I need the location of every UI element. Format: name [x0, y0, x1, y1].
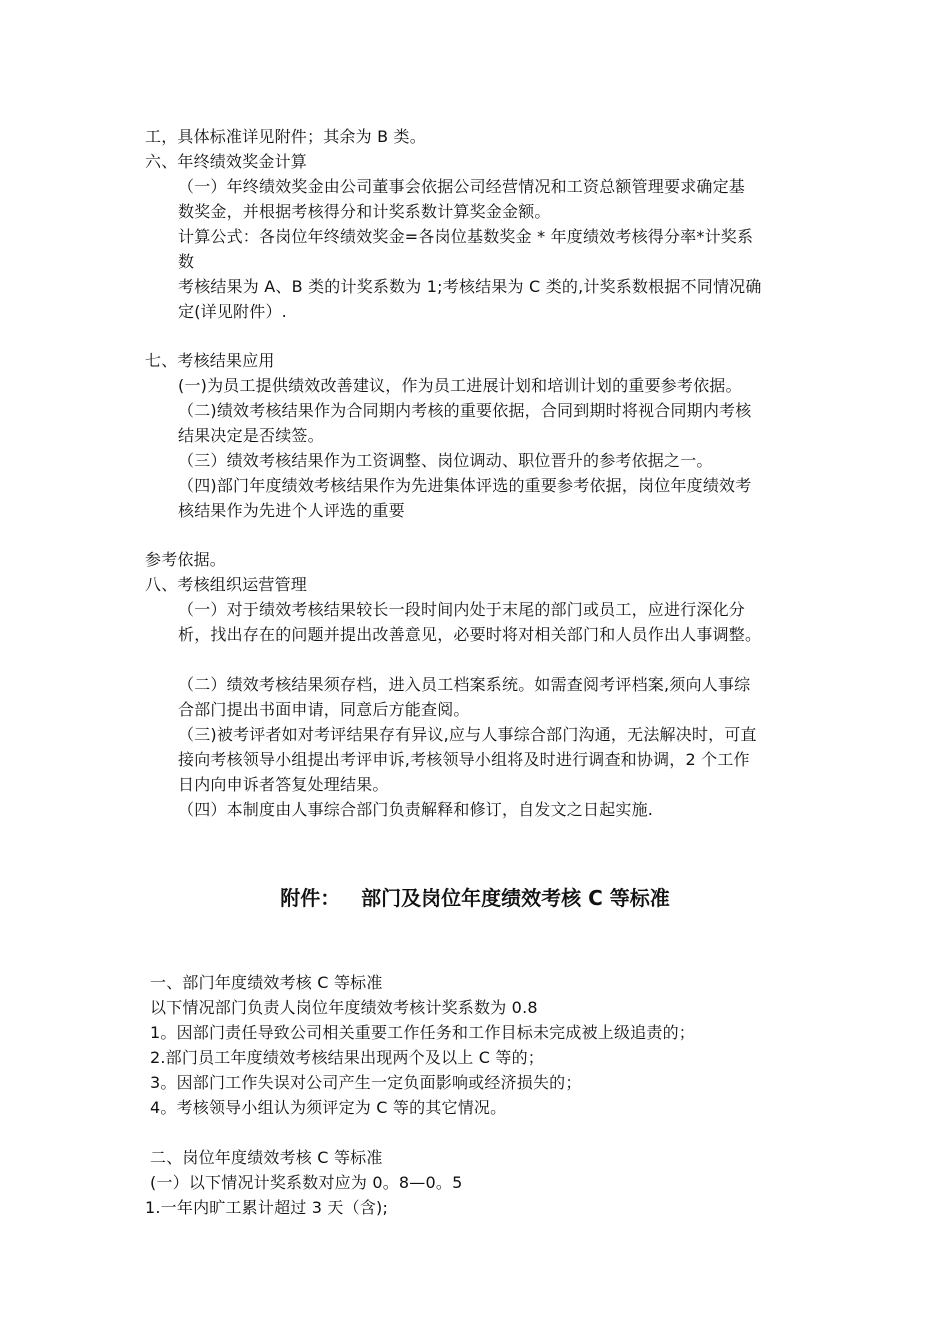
text-line: 以下情况部门负责人岗位年度绩效考核计奖系数为 0.8 — [150, 998, 538, 1017]
text-line: 2.部门员工年度绩效考核结果出现两个及以上 C 等的； — [150, 1048, 545, 1067]
text-line: （一）对于绩效考核结果较长一段时间内处于末尾的部门或员工，应进行深化分 — [178, 600, 746, 619]
section-heading: 二、岗位年度绩效考核 C 等标准 — [150, 1148, 383, 1167]
text-line: (一)为员工提供绩效改善建议，作为员工进展计划和培训计划的重要参考依据。 — [178, 376, 742, 395]
text-line: 参考依据。 — [145, 550, 227, 569]
text-line: 4。考核领导小组认为须评定为 C 等的其它情况。 — [150, 1098, 507, 1117]
appendix-title: 附件： 部门及岗位年度绩效考核 C 等标准 — [280, 886, 670, 910]
text-line: （二)绩效考核结果作为合同期内考核的重要依据，合同到期时将视合同期内考核 — [178, 401, 752, 420]
text-line: 3。因部门工作失误对公司产生一定负面影响或经济损失的； — [150, 1073, 582, 1092]
text-line: 核结果作为先进个人评选的重要 — [178, 501, 405, 520]
text-line: 1.一年内旷工累计超过 3 天（含); — [145, 1198, 389, 1217]
text-line: (一）以下情况计奖系数对应为 0。8—0。5 — [150, 1173, 463, 1192]
text-line: （一）年终绩效奖金由公司董事会依据公司经营情况和工资总额管理要求确定基 — [178, 177, 746, 196]
section-heading: 六、年终绩效奖金计算 — [145, 152, 308, 171]
text-line: （四）本制度由人事综合部门负责解释和修订，自发文之日起实施. — [178, 800, 654, 819]
text-line: 数 — [178, 252, 195, 271]
text-line: 合部门提出书面申请，同意后方能查阅。 — [178, 700, 470, 719]
text-line: 工，具体标准详见附件；其余为 B 类。 — [145, 127, 426, 146]
section-heading: 八、考核组织运营管理 — [145, 575, 308, 594]
text-line: （二）绩效考核结果须存档，进入员工档案系统。如需查阅考评档案,须向人事综 — [178, 675, 751, 694]
section-heading: 七、考核结果应用 — [145, 351, 275, 370]
text-line: 考核结果为 A、B 类的计奖系数为 1;考核结果为 C 类的,计奖系数根据不同情况确 — [178, 277, 762, 296]
text-line: 接向考核领导小组提出考评申诉,考核领导小组将及时进行调查和协调，2 个工作 — [178, 750, 750, 769]
text-line: 计算公式：各岗位年终绩效奖金=各岗位基数奖金 * 年度绩效考核得分率*计奖系 — [178, 227, 754, 246]
text-line: 定(详见附件）. — [178, 302, 287, 321]
text-line: （三）绩效考核结果作为工资调整、岗位调动、职位晋升的参考依据之一。 — [178, 451, 713, 470]
text-line: 结果决定是否续签。 — [178, 426, 324, 445]
text-line: 日内向申诉者答复处理结果。 — [178, 775, 389, 794]
text-line: （四)部门年度绩效考核结果作为先进集体评选的重要参考依据，岗位年度绩效考 — [178, 476, 752, 495]
text-line: 数奖金，并根据考核得分和计奖系数计算奖金金额。 — [178, 202, 551, 221]
section-heading: 一、部门年度绩效考核 C 等标准 — [150, 973, 383, 992]
text-line: 析，找出存在的问题并提出改善意见，必要时将对相关部门和人员作出人事调整。 — [178, 625, 762, 644]
text-line: 1。因部门责任导致公司相关重要工作任务和工作目标未完成被上级追责的； — [150, 1023, 695, 1042]
text-line: （三)被考评者如对考评结果存有异议,应与人事综合部门沟通，无法解决时，可直 — [178, 725, 757, 744]
